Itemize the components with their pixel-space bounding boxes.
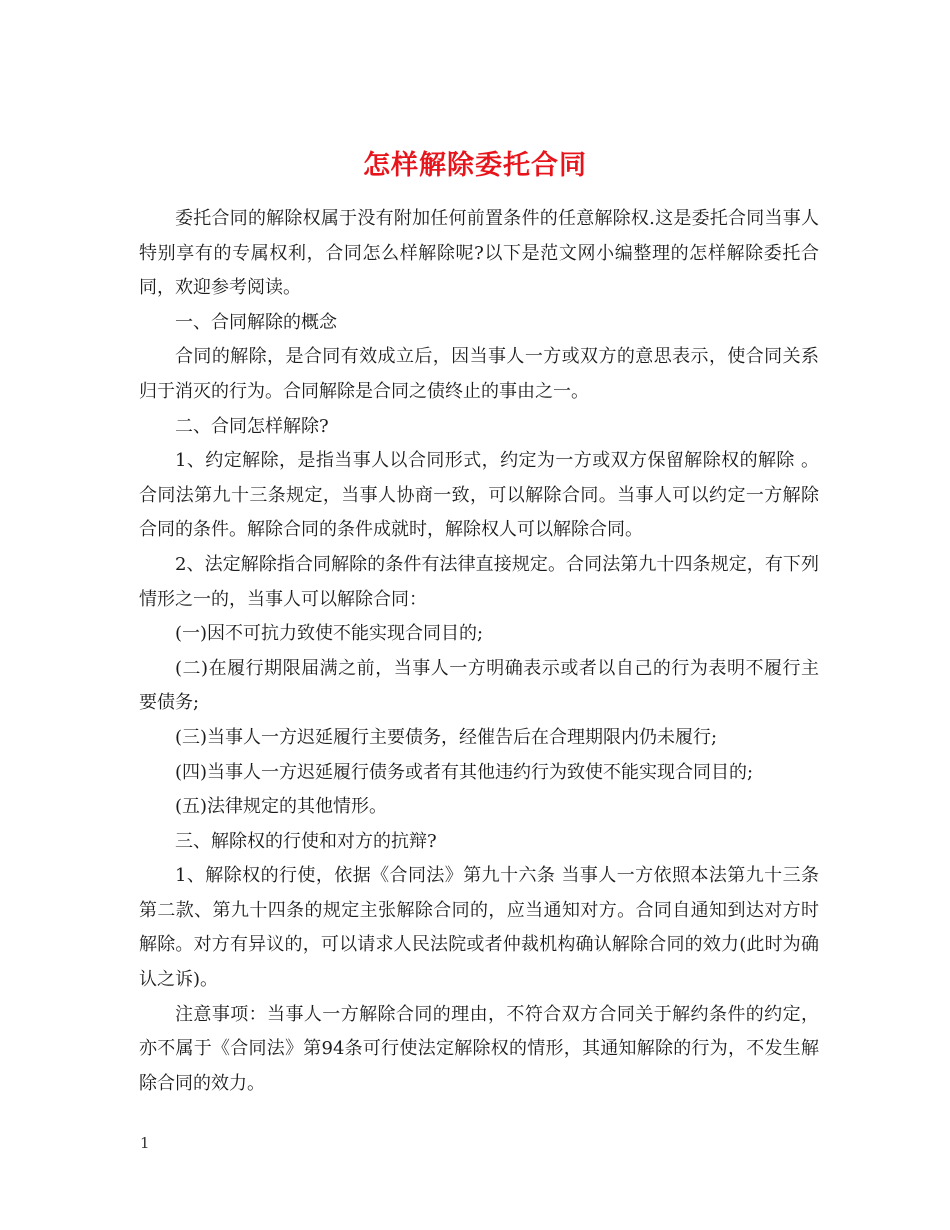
section-heading-exercise: 三、解除权的行使和对方的抗辩? [175, 830, 437, 852]
list-item-2: (二)在履行期限届满之前，当事人一方明确表示或者以自己的行为表明不履行主要债务; [139, 657, 819, 714]
paragraph-exercise: 1、解除权的行使，依据《合同法》第九十六条 当事人一方依照本法第九十三条第二款、第九十四条的规定主张解除合同的，应当通知对方。合同自通知到达对方时解除。对方有异议的，可以请求人民法院或者仲裁机构确认解除合同的效力(此时为确认之诉)。 [139, 865, 819, 991]
section-heading-concept: 一、合同解除的概念 [175, 311, 337, 333]
paragraph-intro: 委托合同的解除权属于没有附加任何前置条件的任意解除权.这是委托合同当事人特别享有的专属权利，合同怎么样解除呢?以下是范文网小编整理的怎样解除委托合同，欢迎参考阅读。 [139, 208, 819, 299]
list-item-4: (四)当事人一方迟延履行债务或者有其他违约行为致使不能实现合同目的; [175, 761, 754, 783]
list-item-3: (三)当事人一方迟延履行主要债务，经催告后在合理期限内仍未履行; [175, 726, 718, 748]
paragraph-concept: 合同的解除，是合同有效成立后，因当事人一方或双方的意思表示，使合同关系归于消灭的行为。合同解除是合同之债终止的事由之一。 [139, 346, 819, 402]
document-body [139, 202, 819, 1101]
page-number: 1 [140, 1134, 150, 1152]
paragraph-note: 注意事项：当事人一方解除合同的理由，不符合双方合同关于解约条件的约定，亦不属于《合同法》第94条可行使法定解除权的情形，其通知解除的行为，不发生解除合同的效力。 [139, 1003, 819, 1094]
paragraph-legal-termination: 2、法定解除指合同解除的条件有法律直接规定。合同法第九十四条规定，有下列情形之一的，当事人可以解除合同： [139, 553, 819, 610]
paragraph-agreed-termination: 1、约定解除，是指当事人以合同形式，约定为一方或双方保留解除权的解除 。合同法第九十三条规定，当事人协商一致，可以解除合同。当事人可以约定一方解除合同的条件。解除合同的条件成就时，解除权人可以解除合同。 [139, 450, 819, 541]
list-item-5: (五)法律规定的其他情形。 [175, 796, 388, 818]
list-item-1: (一)因不可抗力致使不能实现合同目的; [175, 623, 484, 645]
section-heading-how: 二、合同怎样解除? [175, 415, 329, 437]
document-title: 怎样解除委托合同 [363, 150, 587, 182]
